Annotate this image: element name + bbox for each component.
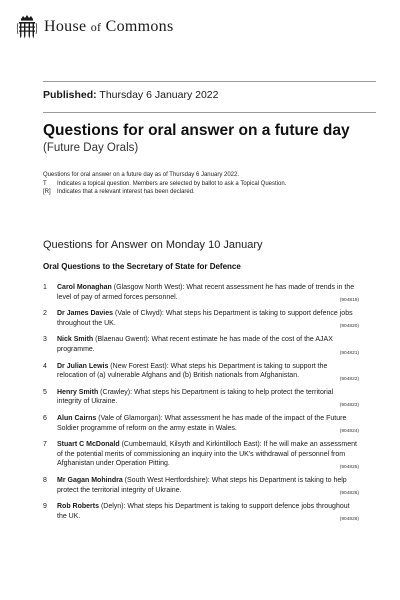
question-reference: (904824) — [339, 429, 359, 435]
top-divider — [43, 81, 376, 82]
member-name: Mr Gagan Mohindra — [57, 476, 123, 484]
note-key: [R] — [43, 189, 51, 196]
member-name: Henry Smith — [57, 388, 99, 396]
question-text: (Crawley): What steps his Department is taking to help protect the territorial integrity of Ukraine. — [57, 388, 334, 406]
document-header — [16, 14, 174, 40]
question-reference: (904828) — [339, 517, 359, 523]
question-item — [43, 335, 359, 356]
question-text: (Vale of Glamorgan): What assessment he has made of the impact of the Future Soldier programme of reform on the army estate in Wales. — [57, 414, 347, 432]
member-name: Rob Roberts — [57, 503, 99, 511]
question-number: 3 — [43, 336, 47, 344]
published-label: Published: — [43, 89, 97, 101]
question-item — [43, 309, 359, 330]
question-item — [43, 476, 359, 497]
question-text: (Vale of Clwyd): What steps his Department is taking to support defence jobs throughout the UK. — [57, 310, 353, 327]
member-name: Dr James Davies — [57, 310, 114, 318]
question-number: 8 — [43, 476, 47, 484]
question-reference: (904819) — [339, 298, 359, 304]
member-name: Nick Smith — [57, 336, 94, 344]
question-text: (Cumbernauld, Kilsyth and Kirkintilloch East): If he will make an assessment of the potential merits of commissioning an inquiry into the UK's withdrawal of personnel from Afghanistan under Operation Pitting. — [57, 441, 357, 468]
note-text: Indicates a topical question. Members are selected by ballot to ask a Topical Question. — [57, 180, 287, 187]
member-name: Alun Cairns — [57, 414, 97, 422]
question-number: 9 — [43, 503, 47, 511]
question-number: 1 — [43, 284, 47, 291]
question-reference: (904826) — [339, 491, 359, 497]
question-item — [43, 388, 359, 409]
note-topical — [43, 180, 286, 189]
published-line — [43, 89, 218, 101]
question-reference: (904825) — [339, 464, 359, 470]
question-item — [43, 440, 359, 471]
question-text: (South West Hertfordshire): What steps his Department is taking to help protect the territorial integrity of Ukraine. — [57, 476, 347, 494]
question-number: 2 — [43, 310, 47, 318]
portcullis-icon — [16, 14, 38, 40]
question-text: (Delyn): What steps his Department is taking to support defence jobs throughout the UK. — [57, 503, 350, 520]
question-reference: (904821) — [339, 350, 359, 356]
section-heading: Questions for Answer on Monday 10 January — [43, 239, 263, 251]
note-key: T — [43, 180, 47, 187]
question-reference: (904823) — [339, 402, 359, 408]
question-number: 6 — [43, 414, 47, 422]
question-item — [43, 362, 359, 383]
published-date: Thursday 6 January 2022 — [99, 89, 219, 101]
note-interest — [43, 188, 286, 197]
department-heading: Oral Questions to the Secretary of State for Defence — [43, 262, 241, 271]
member-name: Stuart C McDonald — [57, 441, 120, 449]
question-reference: (904820) — [339, 324, 359, 330]
house-of-commons-wordmark: House of Commons — [44, 18, 174, 35]
question-item — [43, 414, 359, 435]
question-text: (Glasgow North West): What recent assessment he has made of trends in the level of pay of armed forces personnel. — [57, 284, 355, 301]
question-number: 5 — [43, 388, 47, 396]
question-reference: (904822) — [339, 376, 359, 382]
bottom-divider — [43, 112, 376, 113]
question-number: 7 — [43, 441, 47, 449]
question-list — [43, 283, 359, 523]
document-subtitle: (Future Day Orals) — [43, 142, 139, 154]
member-name: Dr Julian Lewis — [57, 362, 109, 370]
question-text: (New Forest East): What steps his Department is taking to support the relocation of (a) vulnerable Afghans and (b) British nationals from Afghanistan. — [57, 362, 328, 380]
document-title: Questions for oral answer on a future day — [43, 122, 350, 139]
question-item — [43, 502, 359, 523]
question-text: (Blaenau Gwent): What recent estimate he has made of the cost of the AJAX programme. — [57, 336, 333, 353]
question-item — [43, 283, 359, 304]
member-name: Carol Monaghan — [57, 284, 112, 291]
note-text: Indicates that a relevant interest has been declared. — [57, 189, 195, 196]
intro-block — [43, 171, 286, 197]
question-number: 4 — [43, 362, 47, 370]
intro-line: Questions for oral answer on a future day as of Thursday 6 January 2022. — [43, 172, 240, 178]
